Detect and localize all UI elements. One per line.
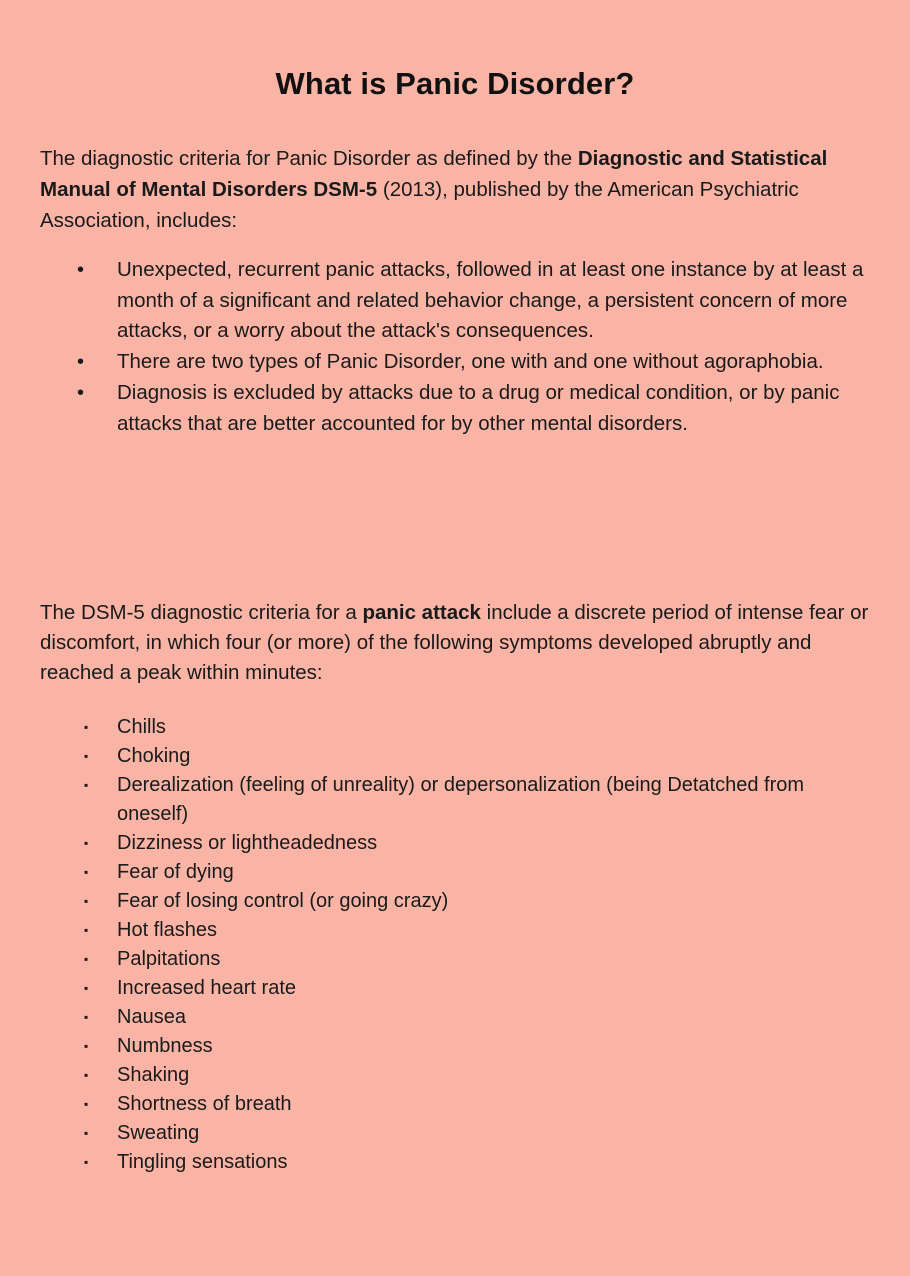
list-item <box>0 771 910 829</box>
list-item <box>0 1119 910 1148</box>
attack-text-part-1: The DSM-5 diagnostic criteria for a <box>40 601 363 624</box>
page-title: What is Panic Disorder? <box>275 66 635 101</box>
list-item <box>0 742 910 771</box>
attack-text-part-2: include a discrete period of intense fear or discomfort, in which four (or more) of the following symptoms developed abruptly and reached a peak within minutes: <box>40 601 869 684</box>
intro-paragraph <box>40 143 880 236</box>
list-item-label: Increased heart rate <box>117 977 296 999</box>
square-bullet-icon: ▪ <box>84 1010 89 1024</box>
intro-text-part-2: (2013), published by the American Psychiatric Association, includes: <box>40 178 799 232</box>
round-bullet-icon: • <box>77 351 85 374</box>
list-item-label: Chills <box>117 716 166 738</box>
list-item-label: Numbness <box>117 1035 213 1057</box>
list-item <box>0 974 910 1003</box>
criteria-list <box>0 255 910 439</box>
list-item <box>0 1148 910 1177</box>
list-item <box>0 829 910 858</box>
round-bullet-icon: • <box>77 259 85 281</box>
square-bullet-icon: ▪ <box>84 836 89 850</box>
square-bullet-icon: ▪ <box>84 865 89 879</box>
square-bullet-icon: ▪ <box>84 749 89 763</box>
intro-text-bold: Diagnostic and Statistical Manual of Mental Disorders DSM-5 <box>40 147 828 201</box>
attack-paragraph <box>40 598 874 688</box>
list-item <box>0 1061 910 1090</box>
list-item-label: There are two types of Panic Disorder, one with and one without agoraphobia. <box>117 350 824 374</box>
square-bullet-icon: ▪ <box>84 952 89 966</box>
list-item-label: Dizziness or lightheadedness <box>117 832 378 854</box>
square-bullet-icon: ▪ <box>84 894 89 908</box>
square-bullet-icon: ▪ <box>84 1097 89 1111</box>
list-item-label: Hot flashes <box>117 919 218 941</box>
list-item <box>0 255 910 347</box>
list-item-label: Tingling sensations <box>117 1151 288 1173</box>
list-item <box>0 1090 910 1119</box>
square-bullet-icon: ▪ <box>84 1039 89 1053</box>
list-item-label: Fear of losing control (or going crazy) <box>117 890 449 912</box>
square-bullet-icon: ▪ <box>84 981 89 995</box>
intro-paragraph-block <box>40 143 880 236</box>
square-bullet-icon: ▪ <box>84 778 89 792</box>
attack-text-bold: panic attack <box>362 601 481 624</box>
square-bullet-icon: ▪ <box>84 1126 89 1140</box>
list-item-label: Palpitations <box>117 948 221 970</box>
list-item-label: Unexpected, recurrent panic attacks, followed in at least one instance by at least a month of a significant and related behavior change, a persistent concern of more attacks, or a worry about the attack's consequences. <box>117 258 864 343</box>
list-item <box>0 858 910 887</box>
list-item-label: Nausea <box>117 1006 186 1028</box>
list-item-label: Shaking <box>117 1064 190 1086</box>
round-bullet-icon: • <box>77 381 85 404</box>
list-item <box>0 945 910 974</box>
list-item <box>0 713 910 742</box>
square-bullet-icon: ▪ <box>84 1068 89 1082</box>
intro-text-part-1: The diagnostic criteria for Panic Disorder as defined by the <box>40 147 578 170</box>
list-item-label: Fear of dying <box>117 861 234 883</box>
list-item-label: Choking <box>117 745 191 767</box>
list-item-label: Derealization (feeling of unreality) or depersonalization (being Detatched from oneself) <box>117 774 805 825</box>
attack-paragraph-block <box>40 598 874 688</box>
list-item-label: Diagnosis is excluded by attacks due to a drug or medical condition, or by panic attacks that are better accounted for by other mental disorders. <box>117 380 840 435</box>
list-item-label: Shortness of breath <box>117 1093 292 1115</box>
square-bullet-icon: ▪ <box>84 923 89 937</box>
list-item <box>0 347 910 378</box>
symptoms-list <box>0 713 910 1177</box>
list-item <box>0 1003 910 1032</box>
list-item <box>0 1032 910 1061</box>
square-bullet-icon: ▪ <box>84 720 89 734</box>
square-bullet-icon: ▪ <box>84 1155 89 1169</box>
list-item <box>0 378 910 439</box>
list-item <box>0 916 910 945</box>
list-item-label: Sweating <box>117 1122 200 1144</box>
list-item <box>0 887 910 916</box>
